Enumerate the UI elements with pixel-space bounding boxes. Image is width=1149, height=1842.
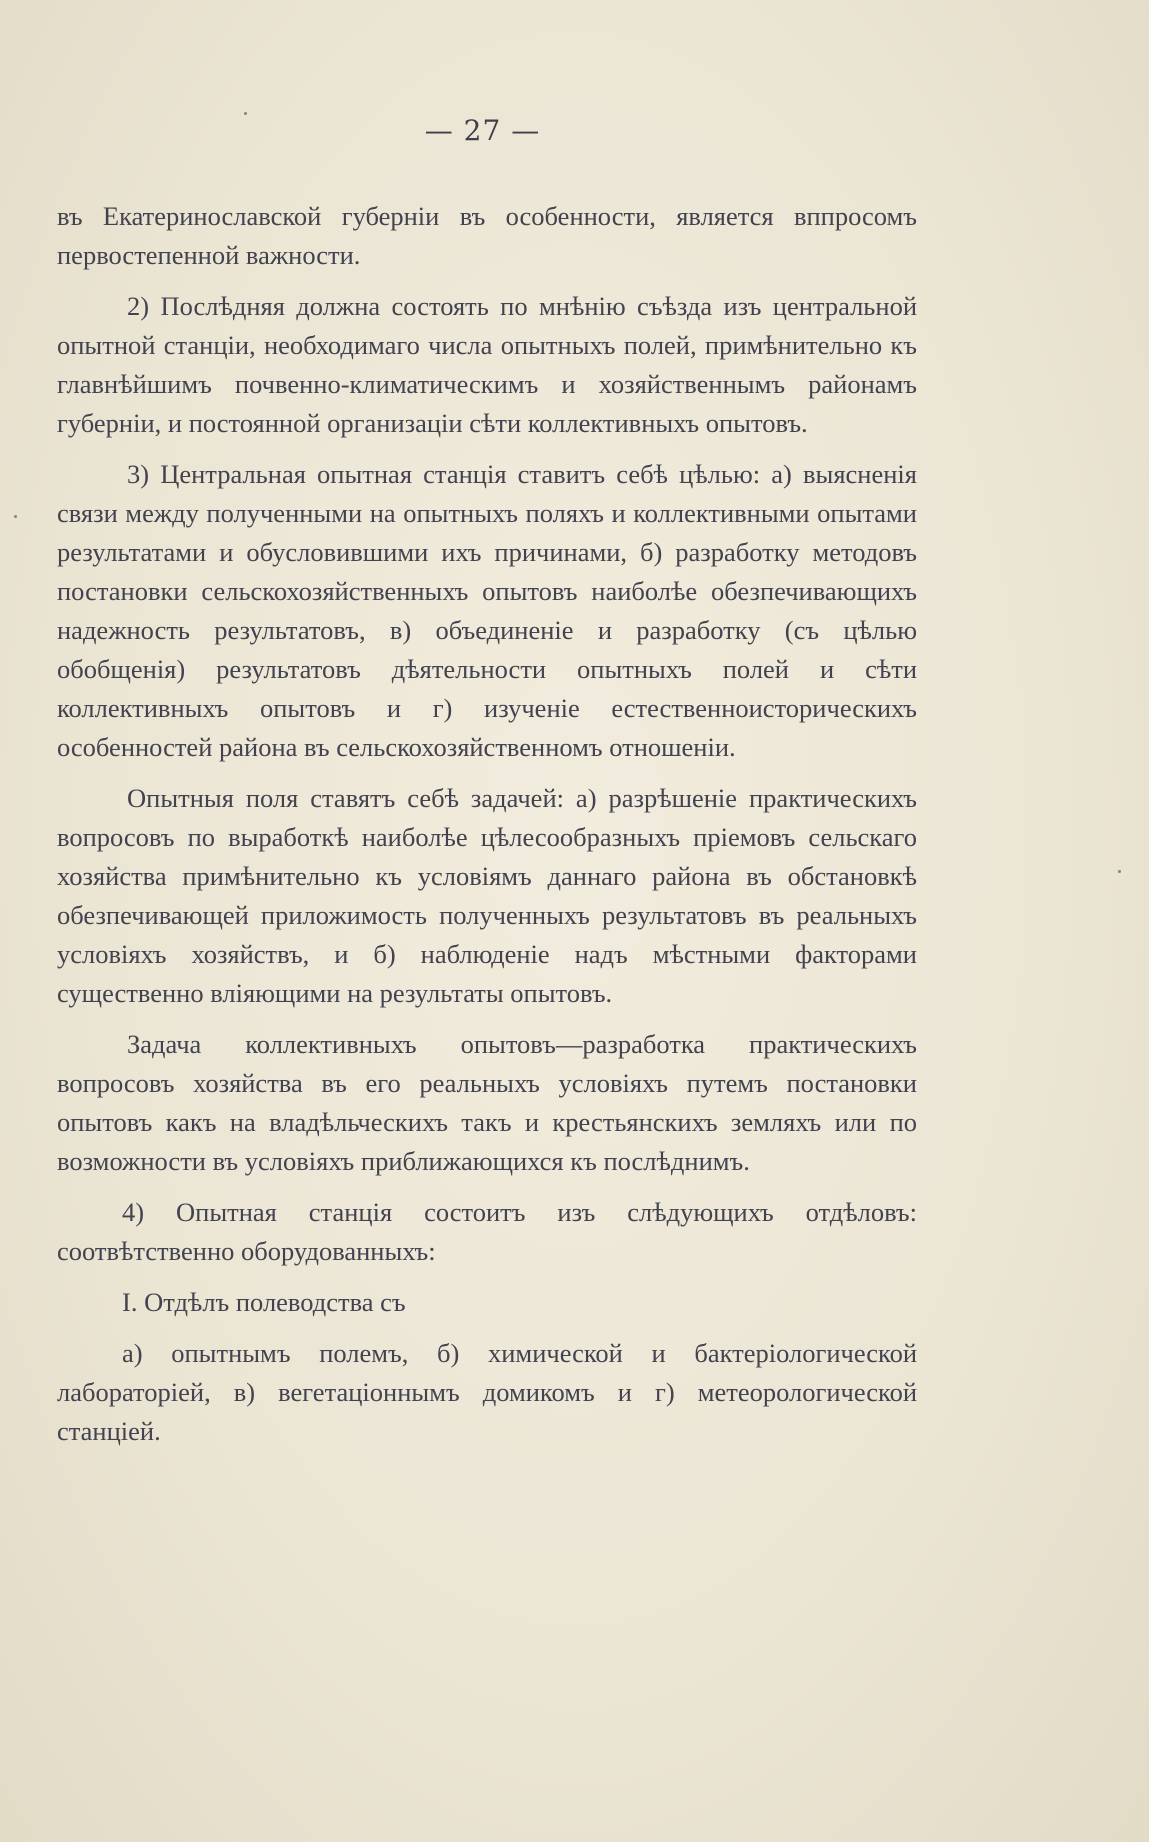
- paper-speck: [14, 515, 17, 518]
- paragraph-item-3: 3) Центральная опытная станція ставитъ себѣ цѣлью: а) выясненія связи между полученными на опытныхъ поляхъ и коллективными опытами результатами и обусловившими ихъ причинами, б) разработку методовъ постановки сельскохозяйственныхъ опытовъ наиболѣе обезпечивающихъ надежность результатовъ, в) объединеніе и разработку (съ цѣлью обобщенія) результатовъ дѣятельности опытныхъ полей и сѣти коллективныхъ опытовъ и г) изученіе естественноисторическихъ особенностей района въ сельскохозяйственномъ отношеніи.: [57, 459, 917, 762]
- paragraph-item-2: 2) Послѣдняя должна состоять по мнѣнію съѣзда изъ центральной опытной станціи, необходимаго числа опытныхъ полей, примѣнительно къ главнѣйшимъ почвенно-климатическимъ и хозяйственнымъ районамъ губерніи, и постоянной организаціи сѣти коллективныхъ опытовъ.: [57, 291, 917, 438]
- paper-speck: [1118, 870, 1121, 873]
- paragraph-collective-experiments: Задача коллективныхъ опытовъ—разработка практическихъ вопросовъ хозяйства въ его реальныхъ условіяхъ путемъ постановки опытовъ какъ на владѣльческихъ такъ и крестьянскихъ земляхъ или по возможности въ условіяхъ приближающихся къ послѣднимъ.: [57, 1029, 917, 1176]
- paragraph-department-heading: I. Отдѣлъ полеводства съ: [122, 1287, 406, 1317]
- paper-speck: [244, 112, 247, 115]
- body-text: [57, 197, 917, 1463]
- paragraph-department-items: а) опытнымъ полемъ, б) химической и бактеріологической лабораторіей, в) вегетаціоннымъ домикомъ и г) метеорологической станціей.: [57, 1338, 917, 1446]
- paragraph-experimental-fields: Опытныя поля ставятъ себѣ задачей: а) разрѣшеніе практическихъ вопросовъ по выработкѣ наиболѣе цѣлесообразныхъ пріемовъ сельскаго хозяйства примѣнительно къ условіямъ даннаго района въ обстановкѣ обезпечивающей приложимость полученныхъ результатовъ въ реальныхъ условіяхъ хозяйствъ, и б) наблюденіе надъ мѣстными факторами существенно вліяющими на результаты опытовъ.: [57, 783, 917, 1008]
- paragraph-item-4: 4) Опытная станція состоитъ изъ слѣдующихъ отдѣловъ: соотвѣтственно оборудованныхъ:: [57, 1197, 917, 1266]
- paragraph-continuation: въ Екатеринославской губерніи въ особенности, является вппросомъ первостепенной важности.: [57, 201, 917, 270]
- page-number: — 27 —: [424, 114, 541, 147]
